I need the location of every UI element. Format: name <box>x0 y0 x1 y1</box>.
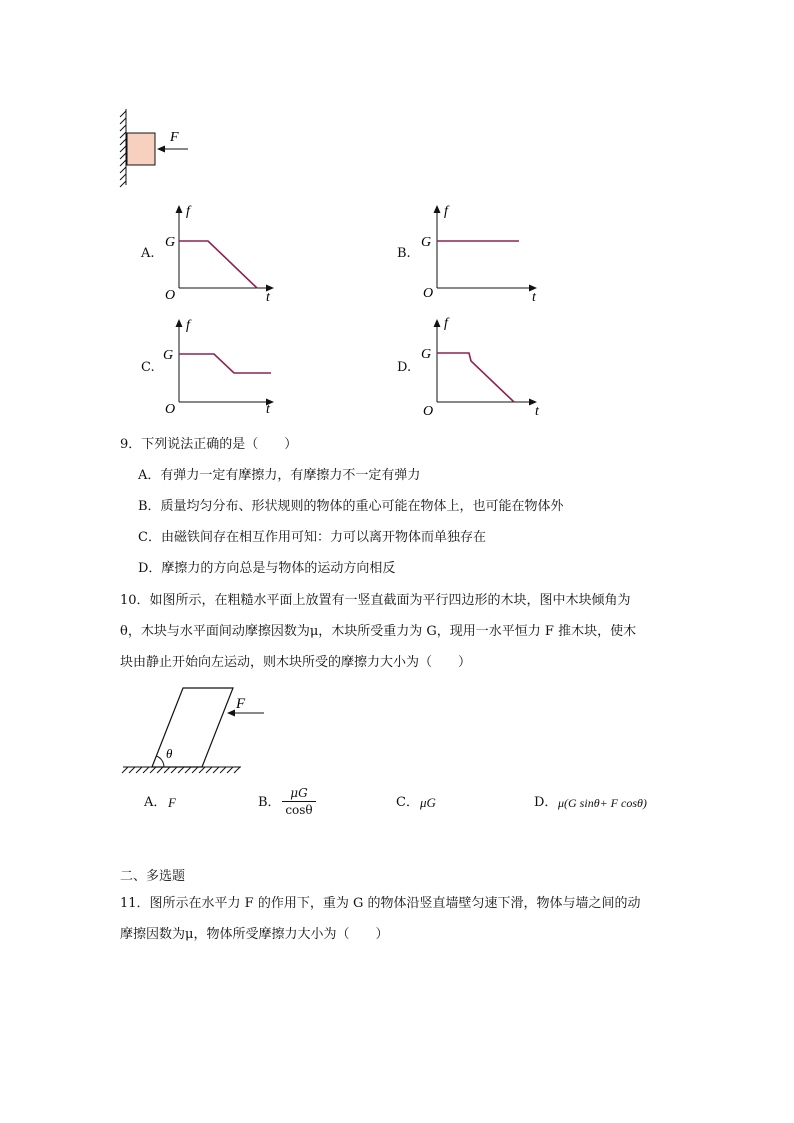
angle-label: θ <box>166 746 173 761</box>
friction-curve <box>179 354 271 373</box>
q11-line-2: 摩擦因数为μ，物体所受摩擦力大小为（ ） <box>120 927 389 942</box>
q11-line-1: 11．图所示在水平力 F 的作用下，重为 G 的物体沿竖直墙壁匀速下滑，物体与墙之间的动 <box>120 896 641 911</box>
parallelogram-figure <box>118 682 278 782</box>
fraction-denominator: cosθ <box>285 803 313 817</box>
q9-stem: 9．下列说法正确的是（ ） <box>120 437 298 452</box>
g-label: G <box>421 235 432 250</box>
q9-option-c: C．由磁铁间存在相互作用可知：力可以离开物体而单独存在 <box>138 530 486 545</box>
graph-b <box>418 200 548 305</box>
friction-curve <box>437 353 514 402</box>
option-c-label: C. <box>141 360 155 375</box>
fraction-bar <box>282 801 316 802</box>
force-label: F <box>236 696 246 712</box>
f-label: f <box>444 316 448 331</box>
q9-option-d: D．摩擦力的方向总是与物体的运动方向相反 <box>138 561 396 576</box>
wall-hatching <box>120 109 126 187</box>
f-label: f <box>444 204 448 219</box>
q9-option-a: A．有弹力一定有摩擦力，有摩擦力不一定有弹力 <box>138 468 421 483</box>
y-axis-arrow <box>176 205 183 213</box>
t-label: t <box>535 404 539 419</box>
graph-c <box>160 314 285 419</box>
graph-a <box>160 200 285 305</box>
q10-line-1: 10．如图所示，在粗糙水平面上放置有一竖直截面为平行四边形的木块，图中木块倾角为 <box>120 593 631 608</box>
fraction-numerator: μG <box>290 786 308 800</box>
o-label: O <box>165 402 176 417</box>
option-d-label: D. <box>397 360 412 375</box>
wall-block-figure <box>110 105 200 190</box>
force-arrow <box>227 710 264 717</box>
section-title: 二、多选题 <box>120 869 186 884</box>
f-label: f <box>186 204 190 219</box>
y-axis-arrow <box>434 205 441 213</box>
y-axis-arrow <box>176 319 183 327</box>
g-label: G <box>165 235 176 250</box>
ground-hatching <box>122 767 241 773</box>
force-arrow <box>157 146 188 153</box>
angle-arc <box>157 756 165 767</box>
o-label: O <box>423 286 434 301</box>
q10-line-2: θ，木块与水平面间动摩擦因数为μ，木块所受重力为 G，现用一水平恒力 F 推木块，使木 <box>120 624 637 639</box>
force-label: F <box>170 130 179 145</box>
option-b-label: B. <box>397 246 411 261</box>
wood-block <box>152 688 233 767</box>
q10-option-a-label: A． <box>144 795 167 810</box>
o-label: O <box>423 404 434 419</box>
g-label: G <box>163 348 174 363</box>
o-label: O <box>165 288 176 303</box>
q10-option-b-fraction <box>282 786 316 817</box>
friction-curve <box>179 241 257 288</box>
q10-option-d-value: μ(G sinθ+ F cosθ) <box>558 796 647 810</box>
f-label: f <box>186 318 190 333</box>
y-axis-arrow <box>434 319 441 327</box>
option-a-label: A. <box>141 246 155 261</box>
g-label: G <box>421 347 432 362</box>
graph-d <box>418 314 548 424</box>
t-label: t <box>532 290 536 305</box>
q10-line-3: 块由静止开始向左运动，则木块所受的摩擦力大小为（ ） <box>120 655 472 670</box>
q10-option-c-label: C． <box>396 795 419 810</box>
t-label: t <box>266 402 270 417</box>
t-label: t <box>266 290 270 305</box>
block <box>127 133 155 165</box>
q9-option-b: B．质量均匀分布、形状规则的物体的重心可能在物体上，也可能在物体外 <box>138 499 564 514</box>
q10-option-c-value: μG <box>420 795 436 810</box>
q10-option-d-label: D． <box>534 795 558 810</box>
q10-option-a-value: F <box>168 795 176 810</box>
q10-option-b-label: B． <box>258 795 281 810</box>
